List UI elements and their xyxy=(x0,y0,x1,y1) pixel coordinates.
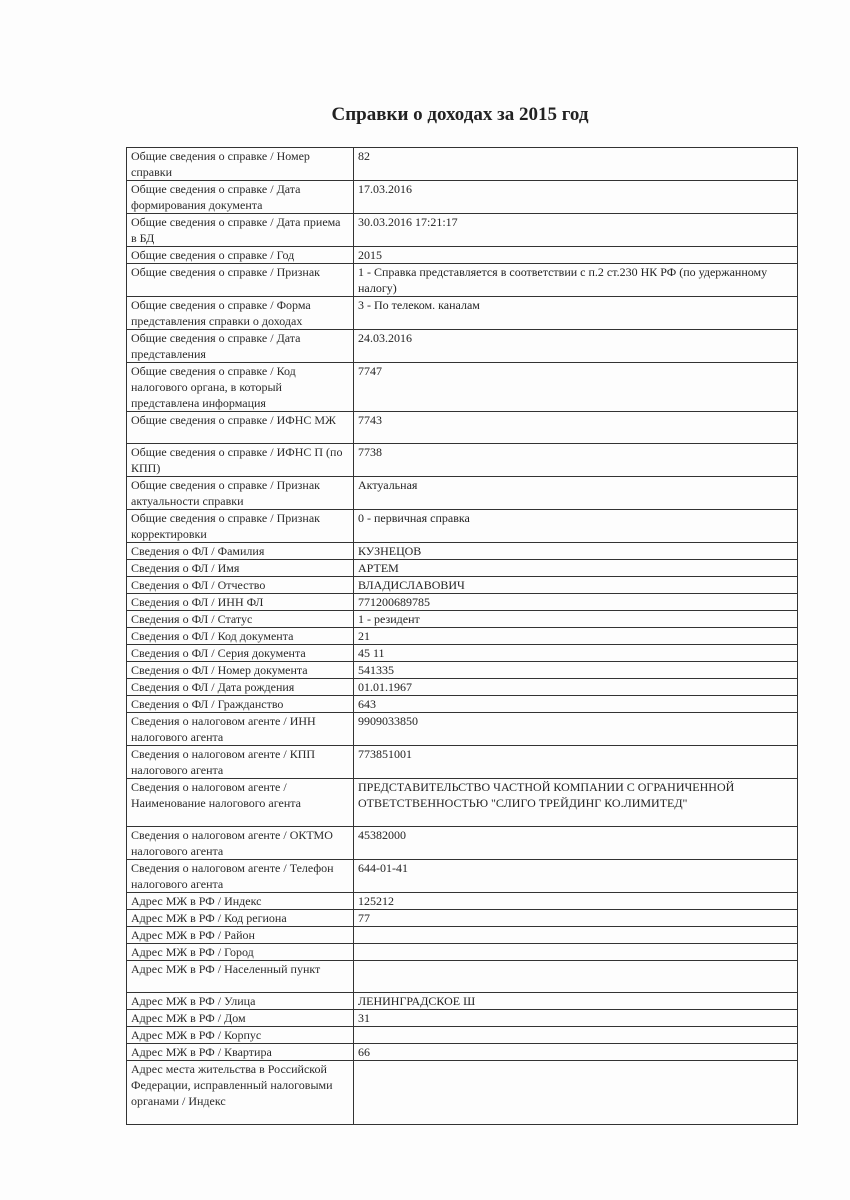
field-value: 82 xyxy=(354,148,798,181)
field-label: Общие сведения о справке / Год xyxy=(127,247,354,264)
table-row xyxy=(127,412,798,444)
field-value: 17.03.2016 xyxy=(354,181,798,214)
field-value: 24.03.2016 xyxy=(354,330,798,363)
table-row xyxy=(127,1010,798,1027)
field-value: 3 - По телеком. каналам xyxy=(354,297,798,330)
field-label: Сведения о налоговом агенте / ИНН налогового агента xyxy=(127,713,354,746)
field-value: Актуальная xyxy=(354,477,798,510)
field-label: Адрес МЖ в РФ / Квартира xyxy=(127,1044,354,1061)
field-label: Сведения о налоговом агенте / КПП налогового агента xyxy=(127,746,354,779)
field-label: Общие сведения о справке / Номер справки xyxy=(127,148,354,181)
field-value xyxy=(354,927,798,944)
field-label: Общие сведения о справке / ИФНС МЖ xyxy=(127,412,354,444)
field-label: Адрес МЖ в РФ / Индекс xyxy=(127,893,354,910)
field-label: Сведения о ФЛ / Фамилия xyxy=(127,543,354,560)
table-row xyxy=(127,779,798,827)
field-label: Адрес МЖ в РФ / Корпус xyxy=(127,1027,354,1044)
field-value: 30.03.2016 17:21:17 xyxy=(354,214,798,247)
table-row xyxy=(127,214,798,247)
table-row xyxy=(127,746,798,779)
table-row xyxy=(127,679,798,696)
table-row xyxy=(127,827,798,860)
field-label: Сведения о ФЛ / Номер документа xyxy=(127,662,354,679)
table-row xyxy=(127,330,798,363)
field-label: Общие сведения о справке / Признак xyxy=(127,264,354,297)
field-value: 1 - резидент xyxy=(354,611,798,628)
field-label: Сведения о ФЛ / Серия документа xyxy=(127,645,354,662)
field-value: КУЗНЕЦОВ xyxy=(354,543,798,560)
table-row xyxy=(127,961,798,993)
field-label: Общие сведения о справке / Код налогового органа, в который представлена информация xyxy=(127,363,354,412)
table-row xyxy=(127,628,798,645)
table-row xyxy=(127,910,798,927)
table-row xyxy=(127,927,798,944)
field-label: Адрес МЖ в РФ / Район xyxy=(127,927,354,944)
table-row xyxy=(127,363,798,412)
table-row xyxy=(127,510,798,543)
table-row xyxy=(127,860,798,893)
field-value: ЛЕНИНГРАДСКОЕ Ш xyxy=(354,993,798,1010)
field-value: 0 - первичная справка xyxy=(354,510,798,543)
income-certificate-table xyxy=(126,147,798,1125)
field-label: Адрес МЖ в РФ / Улица xyxy=(127,993,354,1010)
table-row xyxy=(127,944,798,961)
field-value: 771200689785 xyxy=(354,594,798,611)
field-label: Сведения о ФЛ / Код документа xyxy=(127,628,354,645)
field-label: Общие сведения о справке / Дата формирования документа xyxy=(127,181,354,214)
field-label: Общие сведения о справке / Дата представления xyxy=(127,330,354,363)
table-row xyxy=(127,594,798,611)
field-label: Сведения о ФЛ / Дата рождения xyxy=(127,679,354,696)
field-label: Адрес МЖ в РФ / Дом xyxy=(127,1010,354,1027)
table-row xyxy=(127,560,798,577)
field-label: Общие сведения о справке / Признак корректировки xyxy=(127,510,354,543)
field-value: 7743 xyxy=(354,412,798,444)
field-label: Сведения о налоговом агенте / ОКТМО налогового агента xyxy=(127,827,354,860)
field-label: Адрес места жительства в Российской Федерации, исправленный налоговыми органами / Индекс xyxy=(127,1061,354,1125)
field-label: Адрес МЖ в РФ / Город xyxy=(127,944,354,961)
table-row xyxy=(127,477,798,510)
field-value: 31 xyxy=(354,1010,798,1027)
table-row xyxy=(127,297,798,330)
table-row xyxy=(127,577,798,594)
field-label: Общие сведения о справке / ИФНС П (по КПП) xyxy=(127,444,354,477)
field-value: 45 11 xyxy=(354,645,798,662)
field-label: Сведения о ФЛ / ИНН ФЛ xyxy=(127,594,354,611)
table-row xyxy=(127,148,798,181)
table-row xyxy=(127,1061,798,1125)
table-row xyxy=(127,264,798,297)
table-row xyxy=(127,662,798,679)
table-row xyxy=(127,713,798,746)
field-value xyxy=(354,961,798,993)
field-value: 773851001 xyxy=(354,746,798,779)
field-label: Общие сведения о справке / Дата приема в БД xyxy=(127,214,354,247)
field-label: Сведения о ФЛ / Отчество xyxy=(127,577,354,594)
field-label: Адрес МЖ в РФ / Код региона xyxy=(127,910,354,927)
table-row xyxy=(127,1044,798,1061)
field-value: ВЛАДИСЛАВОВИЧ xyxy=(354,577,798,594)
table-row xyxy=(127,893,798,910)
field-label: Сведения о ФЛ / Статус xyxy=(127,611,354,628)
field-value: 45382000 xyxy=(354,827,798,860)
table-row xyxy=(127,543,798,560)
table-row xyxy=(127,1027,798,1044)
field-value: 77 xyxy=(354,910,798,927)
field-value xyxy=(354,1027,798,1044)
table-row xyxy=(127,181,798,214)
table-row xyxy=(127,247,798,264)
field-value: 2015 xyxy=(354,247,798,264)
field-value xyxy=(354,1061,798,1125)
field-label: Общие сведения о справке / Форма представления справки о доходах xyxy=(127,297,354,330)
field-value: ПРЕДСТАВИТЕЛЬСТВО ЧАСТНОЙ КОМПАНИИ С ОГРАНИЧЕННОЙ ОТВЕТСТВЕННОСТЬЮ "СЛИГО ТРЕЙДИНГ КО.ЛИМИТЕД" xyxy=(354,779,798,827)
field-value: 1 - Справка представляется в соответствии с п.2 ст.230 НК РФ (по удержанному налогу) xyxy=(354,264,798,297)
table-row xyxy=(127,444,798,477)
field-value: 66 xyxy=(354,1044,798,1061)
field-value: 9909033850 xyxy=(354,713,798,746)
field-value: 7747 xyxy=(354,363,798,412)
field-value: 21 xyxy=(354,628,798,645)
field-label: Сведения о налоговом агенте / Наименование налогового агента xyxy=(127,779,354,827)
field-value: 541335 xyxy=(354,662,798,679)
table-row xyxy=(127,696,798,713)
field-label: Сведения о ФЛ / Гражданство xyxy=(127,696,354,713)
field-label: Адрес МЖ в РФ / Населенный пункт xyxy=(127,961,354,993)
table-row xyxy=(127,611,798,628)
field-value: 01.01.1967 xyxy=(354,679,798,696)
field-value xyxy=(354,944,798,961)
field-value: АРТЕМ xyxy=(354,560,798,577)
field-value: 125212 xyxy=(354,893,798,910)
field-value: 644-01-41 xyxy=(354,860,798,893)
document-title: Справки о доходах за 2015 год xyxy=(331,104,589,125)
field-label: Общие сведения о справке / Признак актуальности справки xyxy=(127,477,354,510)
field-label: Сведения о налоговом агенте / Телефон налогового агента xyxy=(127,860,354,893)
field-label: Сведения о ФЛ / Имя xyxy=(127,560,354,577)
table-row xyxy=(127,645,798,662)
table-row xyxy=(127,993,798,1010)
field-value: 7738 xyxy=(354,444,798,477)
field-value: 643 xyxy=(354,696,798,713)
